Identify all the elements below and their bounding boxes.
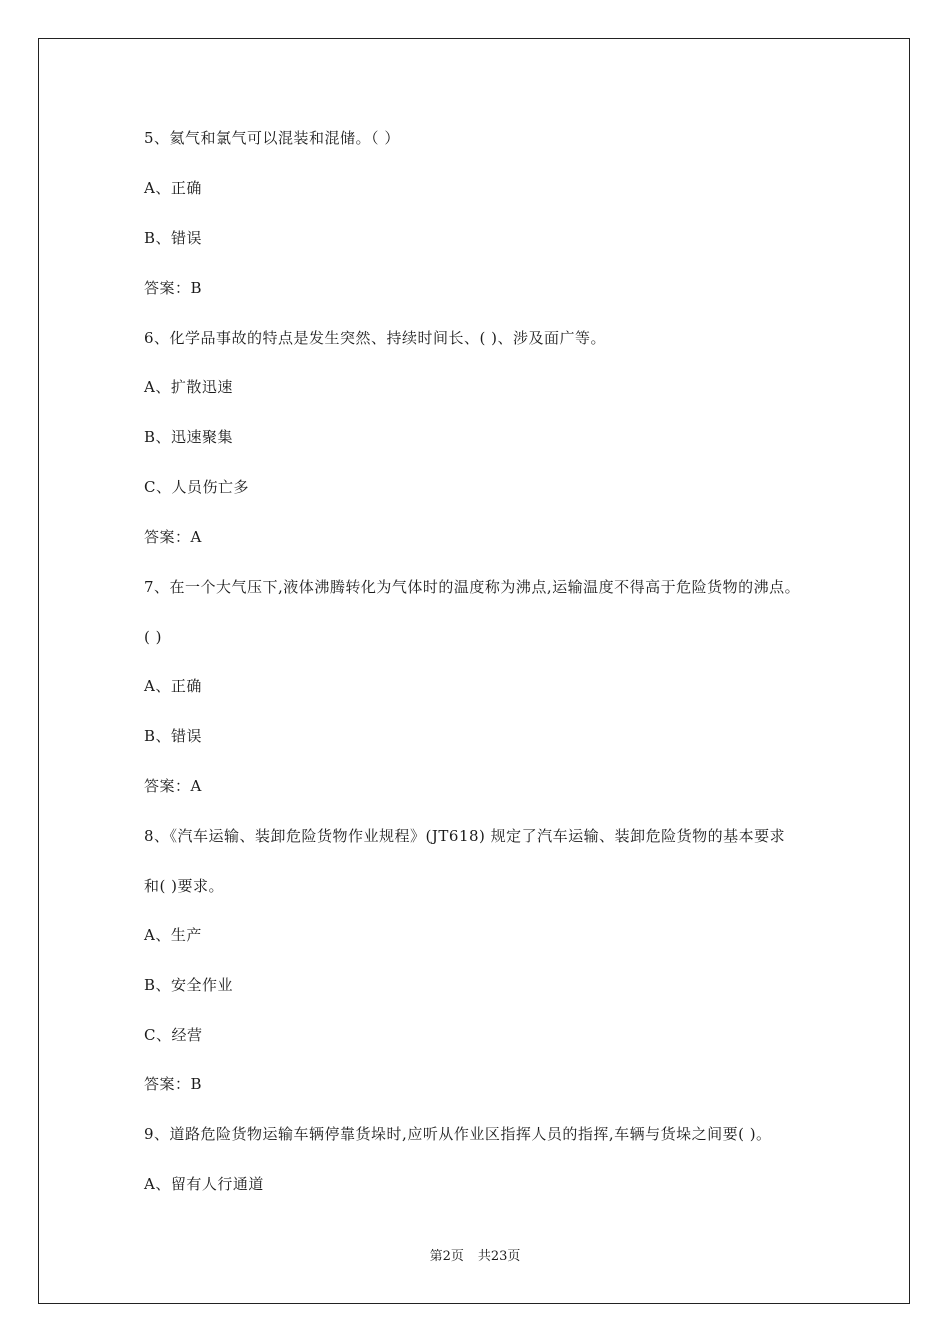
- question-7-text: 7、在一个大气压下,液体沸腾转化为气体时的温度称为沸点,运输温度不得高于危险货物的沸点。: [144, 578, 801, 596]
- answer: 答案：A: [144, 777, 202, 795]
- page-footer: [0, 1248, 950, 1266]
- option-b: B、迅速聚集: [144, 428, 234, 446]
- option-a: A、留有人行通道: [144, 1175, 264, 1193]
- option-c: C、人员伤亡多: [144, 478, 249, 496]
- option-b: B、错误: [144, 229, 203, 247]
- answer: 答案：B: [144, 1075, 203, 1093]
- answer: 答案：A: [144, 528, 202, 546]
- option-a: A、正确: [144, 677, 202, 695]
- question-9-text: 9、道路危险货物运输车辆停靠货垛时,应听从作业区指挥人员的指挥,车辆与货垛之间要( )。: [144, 1125, 772, 1143]
- question-8-text-cont: 和( )要求。: [144, 877, 224, 895]
- question-7-text-cont: ( ): [144, 628, 162, 646]
- option-b: B、错误: [144, 727, 203, 745]
- question-8-text: 8、《汽车运输、装卸危险货物作业规程》(JT618) 规定了汽车运输、装卸危险货物的基本要求: [144, 827, 786, 845]
- option-c: C、经营: [144, 1026, 203, 1044]
- option-a: A、正确: [144, 179, 202, 197]
- option-a: A、生产: [144, 926, 202, 944]
- question-5-text: 5、氦气和氯气可以混装和混储。（ ）: [144, 129, 400, 147]
- page-total: 共23页: [477, 1249, 521, 1264]
- option-b: B、安全作业: [144, 976, 234, 994]
- question-6-text: 6、化学品事故的特点是发生突然、持续时间长、( )、涉及面广等。: [144, 329, 607, 347]
- answer: 答案：B: [144, 279, 203, 297]
- page-number: 第2页: [429, 1249, 464, 1264]
- option-a: A、扩散迅速: [144, 378, 233, 396]
